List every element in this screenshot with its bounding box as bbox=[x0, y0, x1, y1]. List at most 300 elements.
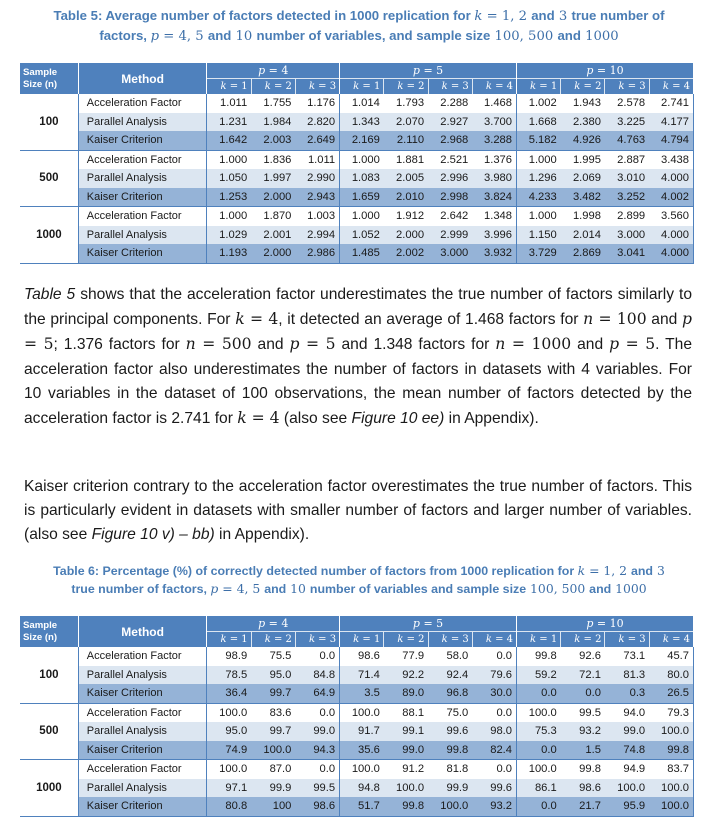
table-row bbox=[20, 760, 694, 779]
value-cell: 2.887 bbox=[605, 150, 649, 169]
factors-column-header bbox=[251, 79, 295, 95]
group-eq: = 4 bbox=[265, 64, 289, 77]
value-cell: 1.668 bbox=[517, 113, 561, 132]
value-cell: 0.0 bbox=[472, 647, 516, 666]
value-cell: 2.000 bbox=[251, 244, 295, 263]
value-cell: 87.0 bbox=[251, 760, 295, 779]
k-eq: = 2 bbox=[403, 81, 425, 92]
table-row bbox=[20, 150, 694, 169]
table-row bbox=[20, 226, 694, 245]
value-cell: 4.926 bbox=[561, 131, 605, 150]
value-cell: 1.997 bbox=[251, 169, 295, 188]
header-row-groups bbox=[20, 616, 694, 632]
k-eq: = 2 bbox=[580, 81, 602, 92]
factors-column-header bbox=[649, 79, 693, 95]
k-eq: = 1 bbox=[226, 81, 248, 92]
value-cell: 95.0 bbox=[251, 666, 295, 685]
factors-column-header bbox=[340, 79, 384, 95]
value-cell: 2.000 bbox=[251, 188, 295, 207]
sample-size-cell: 500 bbox=[20, 703, 78, 760]
paragraph-table5-discussion: Table 5 shows that the acceleration factor underestimates the true number of factors similarly to the principal components. For k = 4, it detected an average of 1.468 factors for n = 100 and p = 5; 1.376 factors for n = 500 and p = 5 and 1.348 factors for n = 1000 and p = 5. The acceleration factor also underestimates the number of factors in datasets with 4 variables. For 10 variables in the dataset of 100 observations, the mean number of factors detected by the acceleration factor is 2.741 for k = 4 (also see Figure 10 ee) in Appendix). bbox=[24, 286, 693, 428]
value-cell: 3.824 bbox=[472, 188, 516, 207]
value-cell: 3.010 bbox=[605, 169, 649, 188]
value-cell: 100.0 bbox=[649, 722, 693, 741]
factors-column-header bbox=[472, 632, 516, 648]
method-name-cell: Parallel Analysis bbox=[78, 779, 207, 798]
k-var: k bbox=[308, 81, 315, 92]
value-cell: 2.110 bbox=[384, 131, 428, 150]
group-eq: = 10 bbox=[593, 617, 624, 630]
value-cell: 4.000 bbox=[649, 169, 693, 188]
value-cell: 94.0 bbox=[605, 703, 649, 722]
variables-group-header bbox=[207, 63, 340, 79]
k-eq: = 3 bbox=[624, 81, 646, 92]
value-cell: 1.998 bbox=[561, 207, 605, 226]
method-name-cell: Acceleration Factor bbox=[78, 703, 207, 722]
value-cell: 74.9 bbox=[207, 741, 251, 760]
value-cell: 84.8 bbox=[295, 666, 339, 685]
value-cell: 2.005 bbox=[384, 169, 428, 188]
value-cell: 100.0 bbox=[207, 703, 251, 722]
sample-size-header-line2: Size (n) bbox=[23, 631, 58, 643]
value-cell: 2.899 bbox=[605, 207, 649, 226]
value-cell: 2.002 bbox=[384, 244, 428, 263]
value-cell: 100.0 bbox=[649, 797, 693, 816]
value-cell: 96.8 bbox=[428, 684, 472, 703]
value-cell: 1.193 bbox=[207, 244, 251, 263]
paragraph-kaiser-discussion: Kaiser criterion contrary to the acceleration factor overestimates the true number of factors. This is particularly evident in datasets with smaller number of factors and larger number of variables. (also see Figure 10 v) – bb) in Appendix). bbox=[24, 478, 692, 544]
table-row bbox=[20, 647, 694, 666]
factors-column-header bbox=[472, 79, 516, 95]
value-cell: 1.050 bbox=[207, 169, 251, 188]
value-cell: 3.252 bbox=[605, 188, 649, 207]
value-cell: 2.070 bbox=[384, 113, 428, 132]
k-eq: = 1 bbox=[536, 81, 558, 92]
k-eq: = 2 bbox=[270, 81, 292, 92]
value-cell: 75.0 bbox=[428, 703, 472, 722]
table-row bbox=[20, 244, 694, 263]
value-cell: 2.741 bbox=[649, 94, 693, 113]
value-cell: 78.5 bbox=[207, 666, 251, 685]
k-var: k bbox=[220, 634, 227, 645]
value-cell: 95.9 bbox=[605, 797, 649, 816]
value-cell: 1.003 bbox=[295, 207, 339, 226]
sample-size-header-line1: Sample bbox=[23, 619, 58, 631]
value-cell: 1.011 bbox=[295, 150, 339, 169]
sample-size-cell: 500 bbox=[20, 150, 78, 207]
value-cell: 1.000 bbox=[517, 150, 561, 169]
factors-column-header bbox=[384, 79, 428, 95]
value-cell: 95.0 bbox=[207, 722, 251, 741]
factors-column-header bbox=[517, 632, 561, 648]
value-cell: 2.380 bbox=[561, 113, 605, 132]
k-eq: = 2 bbox=[580, 634, 602, 645]
value-cell: 99.8 bbox=[517, 647, 561, 666]
value-cell: 81.8 bbox=[428, 760, 472, 779]
value-cell: 1.343 bbox=[340, 113, 384, 132]
variables-group-header bbox=[340, 63, 517, 79]
group-eq: = 4 bbox=[265, 617, 289, 630]
value-cell: 3.932 bbox=[472, 244, 516, 263]
table6-caption-line1: Table 6: Percentage (%) of correctly detected number of factors from 1000 replication for k = 1, 2 and 3 bbox=[53, 563, 665, 578]
table-row bbox=[20, 131, 694, 150]
value-cell: 92.4 bbox=[428, 666, 472, 685]
value-cell: 3.482 bbox=[561, 188, 605, 207]
value-cell: 2.010 bbox=[384, 188, 428, 207]
value-cell: 1.912 bbox=[384, 207, 428, 226]
value-cell: 5.182 bbox=[517, 131, 561, 150]
value-cell: 82.4 bbox=[472, 741, 516, 760]
value-cell: 1.793 bbox=[384, 94, 428, 113]
value-cell: 2.069 bbox=[561, 169, 605, 188]
value-cell: 0.0 bbox=[472, 760, 516, 779]
value-cell: 2.943 bbox=[295, 188, 339, 207]
value-cell: 3.288 bbox=[472, 131, 516, 150]
value-cell: 3.980 bbox=[472, 169, 516, 188]
table5 bbox=[20, 63, 694, 264]
value-cell: 0.0 bbox=[295, 647, 339, 666]
k-var: k bbox=[441, 81, 448, 92]
value-cell: 0.0 bbox=[517, 741, 561, 760]
sample-size-header-line2: Size (n) bbox=[23, 78, 58, 90]
value-cell: 99.9 bbox=[428, 779, 472, 798]
value-cell: 3.000 bbox=[428, 244, 472, 263]
method-name-cell: Acceleration Factor bbox=[78, 760, 207, 779]
value-cell: 77.9 bbox=[384, 647, 428, 666]
value-cell: 100 bbox=[251, 797, 295, 816]
table5-caption-line2: factors, p = 4, 5 and 10 number of variables, and sample size 100, 500 and 1000 bbox=[99, 28, 619, 44]
value-cell: 2.999 bbox=[428, 226, 472, 245]
k-eq: = 3 bbox=[447, 634, 469, 645]
value-cell: 2.998 bbox=[428, 188, 472, 207]
value-cell: 93.2 bbox=[472, 797, 516, 816]
group-eq: = 5 bbox=[419, 617, 444, 630]
value-cell: 2.994 bbox=[295, 226, 339, 245]
table-row bbox=[20, 797, 694, 816]
k-eq: = 3 bbox=[447, 81, 469, 92]
method-header: Method bbox=[78, 616, 207, 647]
table-row bbox=[20, 94, 694, 113]
value-cell: 94.8 bbox=[340, 779, 384, 798]
value-cell: 83.6 bbox=[251, 703, 295, 722]
table5-caption bbox=[0, 6, 718, 46]
value-cell: 4.794 bbox=[649, 131, 693, 150]
value-cell: 3.041 bbox=[605, 244, 649, 263]
table6-caption-line2: true number of factors, p = 4, 5 and 10 number of variables and sample size 100, 500 and 1000 bbox=[71, 581, 647, 596]
k-var: k bbox=[485, 634, 492, 645]
value-cell: 94.9 bbox=[605, 760, 649, 779]
value-cell: 0.0 bbox=[295, 760, 339, 779]
table-row bbox=[20, 703, 694, 722]
value-cell: 30.0 bbox=[472, 684, 516, 703]
variables-group-header bbox=[340, 616, 517, 632]
value-cell: 1.836 bbox=[251, 150, 295, 169]
value-cell: 99.8 bbox=[649, 741, 693, 760]
value-cell: 100.0 bbox=[428, 797, 472, 816]
k-eq: = 1 bbox=[359, 634, 381, 645]
factors-column-header bbox=[605, 632, 649, 648]
value-cell: 1.468 bbox=[472, 94, 516, 113]
value-cell: 99.0 bbox=[295, 722, 339, 741]
value-cell: 1.995 bbox=[561, 150, 605, 169]
value-cell: 58.0 bbox=[428, 647, 472, 666]
value-cell: 1.000 bbox=[340, 207, 384, 226]
sample-size-cell: 1000 bbox=[20, 760, 78, 817]
value-cell: 0.0 bbox=[517, 684, 561, 703]
value-cell: 1.176 bbox=[295, 94, 339, 113]
factors-column-header bbox=[649, 632, 693, 648]
k-eq: = 3 bbox=[315, 634, 337, 645]
value-cell: 3.996 bbox=[472, 226, 516, 245]
value-cell: 99.5 bbox=[295, 779, 339, 798]
value-cell: 79.3 bbox=[649, 703, 693, 722]
k-var: k bbox=[308, 634, 315, 645]
table-row bbox=[20, 666, 694, 685]
value-cell: 1.083 bbox=[340, 169, 384, 188]
group-eq: = 10 bbox=[593, 64, 624, 77]
value-cell: 73.1 bbox=[605, 647, 649, 666]
value-cell: 1.881 bbox=[384, 150, 428, 169]
k-eq: = 1 bbox=[536, 634, 558, 645]
value-cell: 98.6 bbox=[295, 797, 339, 816]
value-cell: 3.438 bbox=[649, 150, 693, 169]
table-row bbox=[20, 207, 694, 226]
value-cell: 2.968 bbox=[428, 131, 472, 150]
k-var: k bbox=[530, 81, 537, 92]
k-var: k bbox=[574, 634, 581, 645]
value-cell: 99.6 bbox=[428, 722, 472, 741]
value-cell: 1.642 bbox=[207, 131, 251, 150]
value-cell: 97.1 bbox=[207, 779, 251, 798]
value-cell: 2.649 bbox=[295, 131, 339, 150]
table-row bbox=[20, 169, 694, 188]
factors-column-header bbox=[251, 632, 295, 648]
value-cell: 1.000 bbox=[340, 150, 384, 169]
value-cell: 100.0 bbox=[517, 703, 561, 722]
sample-size-cell: 1000 bbox=[20, 207, 78, 264]
value-cell: 100.0 bbox=[340, 760, 384, 779]
value-cell: 4.000 bbox=[649, 226, 693, 245]
k-eq: = 3 bbox=[315, 81, 337, 92]
factors-column-header bbox=[207, 632, 251, 648]
value-cell: 2.869 bbox=[561, 244, 605, 263]
sample-size-header bbox=[20, 616, 78, 647]
value-cell: 59.2 bbox=[517, 666, 561, 685]
method-name-cell: Parallel Analysis bbox=[78, 666, 207, 685]
value-cell: 80.0 bbox=[649, 666, 693, 685]
k-var: k bbox=[441, 634, 448, 645]
value-cell: 1.231 bbox=[207, 113, 251, 132]
value-cell: 1.011 bbox=[207, 94, 251, 113]
table-row bbox=[20, 779, 694, 798]
value-cell: 98.0 bbox=[472, 722, 516, 741]
group-var: p bbox=[412, 617, 420, 630]
k-var: k bbox=[618, 81, 625, 92]
k-var: k bbox=[662, 81, 669, 92]
k-var: k bbox=[618, 634, 625, 645]
value-cell: 64.9 bbox=[295, 684, 339, 703]
value-cell: 1.029 bbox=[207, 226, 251, 245]
value-cell: 100.0 bbox=[340, 703, 384, 722]
k-var: k bbox=[264, 81, 271, 92]
value-cell: 26.5 bbox=[649, 684, 693, 703]
variables-group-header bbox=[517, 63, 694, 79]
method-name-cell: Kaiser Criterion bbox=[78, 741, 207, 760]
value-cell: 99.8 bbox=[561, 760, 605, 779]
value-cell: 89.0 bbox=[384, 684, 428, 703]
k-eq: = 4 bbox=[491, 81, 513, 92]
value-cell: 1.5 bbox=[561, 741, 605, 760]
method-name-cell: Parallel Analysis bbox=[78, 169, 207, 188]
value-cell: 99.8 bbox=[428, 741, 472, 760]
method-name-cell: Kaiser Criterion bbox=[78, 684, 207, 703]
factors-column-header bbox=[561, 632, 605, 648]
table-row bbox=[20, 684, 694, 703]
value-cell: 99.5 bbox=[561, 703, 605, 722]
k-eq: = 4 bbox=[668, 81, 690, 92]
value-cell: 1.376 bbox=[472, 150, 516, 169]
k-eq: = 4 bbox=[491, 634, 513, 645]
method-name-cell: Acceleration Factor bbox=[78, 94, 207, 113]
value-cell: 1.000 bbox=[207, 207, 251, 226]
value-cell: 2.996 bbox=[428, 169, 472, 188]
value-cell: 99.1 bbox=[384, 722, 428, 741]
method-name-cell: Parallel Analysis bbox=[78, 113, 207, 132]
variables-group-header bbox=[207, 616, 340, 632]
k-var: k bbox=[485, 81, 492, 92]
value-cell: 0.3 bbox=[605, 684, 649, 703]
k-eq: = 2 bbox=[403, 634, 425, 645]
table6 bbox=[20, 616, 694, 817]
factors-column-header bbox=[428, 632, 472, 648]
value-cell: 3.225 bbox=[605, 113, 649, 132]
value-cell: 1.485 bbox=[340, 244, 384, 263]
factors-column-header bbox=[428, 79, 472, 95]
value-cell: 1.659 bbox=[340, 188, 384, 207]
k-eq: = 1 bbox=[359, 81, 381, 92]
factors-column-header bbox=[517, 79, 561, 95]
k-eq: = 2 bbox=[270, 634, 292, 645]
value-cell: 1.002 bbox=[517, 94, 561, 113]
factors-column-header bbox=[340, 632, 384, 648]
value-cell: 1.253 bbox=[207, 188, 251, 207]
method-name-cell: Parallel Analysis bbox=[78, 722, 207, 741]
value-cell: 2.642 bbox=[428, 207, 472, 226]
group-var: p bbox=[258, 64, 266, 77]
factors-column-header bbox=[605, 79, 649, 95]
value-cell: 1.052 bbox=[340, 226, 384, 245]
value-cell: 88.1 bbox=[384, 703, 428, 722]
value-cell: 4.763 bbox=[605, 131, 649, 150]
value-cell: 99.6 bbox=[472, 779, 516, 798]
value-cell: 74.8 bbox=[605, 741, 649, 760]
table6-caption bbox=[0, 562, 718, 598]
method-name-cell: Acceleration Factor bbox=[78, 647, 207, 666]
value-cell: 0.0 bbox=[295, 703, 339, 722]
value-cell: 92.2 bbox=[384, 666, 428, 685]
table-row bbox=[20, 741, 694, 760]
value-cell: 79.6 bbox=[472, 666, 516, 685]
factors-column-header bbox=[295, 632, 339, 648]
value-cell: 1.014 bbox=[340, 94, 384, 113]
k-eq: = 1 bbox=[226, 634, 248, 645]
value-cell: 98.6 bbox=[340, 647, 384, 666]
value-cell: 2.990 bbox=[295, 169, 339, 188]
method-name-cell: Kaiser Criterion bbox=[78, 131, 207, 150]
value-cell: 2.927 bbox=[428, 113, 472, 132]
value-cell: 3.000 bbox=[605, 226, 649, 245]
sample-size-header bbox=[20, 63, 78, 94]
value-cell: 0.0 bbox=[472, 703, 516, 722]
k-eq: = 3 bbox=[624, 634, 646, 645]
method-name-cell: Kaiser Criterion bbox=[78, 188, 207, 207]
value-cell: 2.521 bbox=[428, 150, 472, 169]
value-cell: 1.000 bbox=[517, 207, 561, 226]
value-cell: 1.943 bbox=[561, 94, 605, 113]
value-cell: 36.4 bbox=[207, 684, 251, 703]
value-cell: 100.0 bbox=[251, 741, 295, 760]
value-cell: 1.150 bbox=[517, 226, 561, 245]
method-name-cell: Acceleration Factor bbox=[78, 207, 207, 226]
factors-column-header bbox=[207, 79, 251, 95]
k-var: k bbox=[353, 634, 360, 645]
value-cell: 99.0 bbox=[605, 722, 649, 741]
value-cell: 0.0 bbox=[561, 684, 605, 703]
value-cell: 100.0 bbox=[384, 779, 428, 798]
value-cell: 98.9 bbox=[207, 647, 251, 666]
value-cell: 93.2 bbox=[561, 722, 605, 741]
group-var: p bbox=[258, 617, 266, 630]
table5-caption-line1: Table 5: Average number of factors detected in 1000 replication for k = 1, 2 and 3 true number of bbox=[53, 8, 665, 24]
value-cell: 100.0 bbox=[605, 779, 649, 798]
k-eq: = 4 bbox=[668, 634, 690, 645]
value-cell: 100.0 bbox=[649, 779, 693, 798]
value-cell: 98.6 bbox=[561, 779, 605, 798]
k-var: k bbox=[264, 634, 271, 645]
value-cell: 21.7 bbox=[561, 797, 605, 816]
value-cell: 92.6 bbox=[561, 647, 605, 666]
value-cell: 3.700 bbox=[472, 113, 516, 132]
k-var: k bbox=[574, 81, 581, 92]
factors-column-header bbox=[384, 632, 428, 648]
value-cell: 1.296 bbox=[517, 169, 561, 188]
value-cell: 100.0 bbox=[207, 760, 251, 779]
k-var: k bbox=[220, 81, 227, 92]
value-cell: 51.7 bbox=[340, 797, 384, 816]
method-name-cell: Acceleration Factor bbox=[78, 150, 207, 169]
value-cell: 2.820 bbox=[295, 113, 339, 132]
value-cell: 80.8 bbox=[207, 797, 251, 816]
value-cell: 99.7 bbox=[251, 684, 295, 703]
value-cell: 100.0 bbox=[517, 760, 561, 779]
value-cell: 1.348 bbox=[472, 207, 516, 226]
factors-column-header bbox=[561, 79, 605, 95]
table-row bbox=[20, 113, 694, 132]
value-cell: 2.003 bbox=[251, 131, 295, 150]
value-cell: 2.169 bbox=[340, 131, 384, 150]
value-cell: 0.0 bbox=[517, 797, 561, 816]
value-cell: 2.000 bbox=[384, 226, 428, 245]
value-cell: 71.4 bbox=[340, 666, 384, 685]
value-cell: 1.870 bbox=[251, 207, 295, 226]
value-cell: 86.1 bbox=[517, 779, 561, 798]
value-cell: 3.729 bbox=[517, 244, 561, 263]
value-cell: 4.233 bbox=[517, 188, 561, 207]
k-var: k bbox=[662, 634, 669, 645]
table-row bbox=[20, 722, 694, 741]
value-cell: 4.002 bbox=[649, 188, 693, 207]
value-cell: 72.1 bbox=[561, 666, 605, 685]
